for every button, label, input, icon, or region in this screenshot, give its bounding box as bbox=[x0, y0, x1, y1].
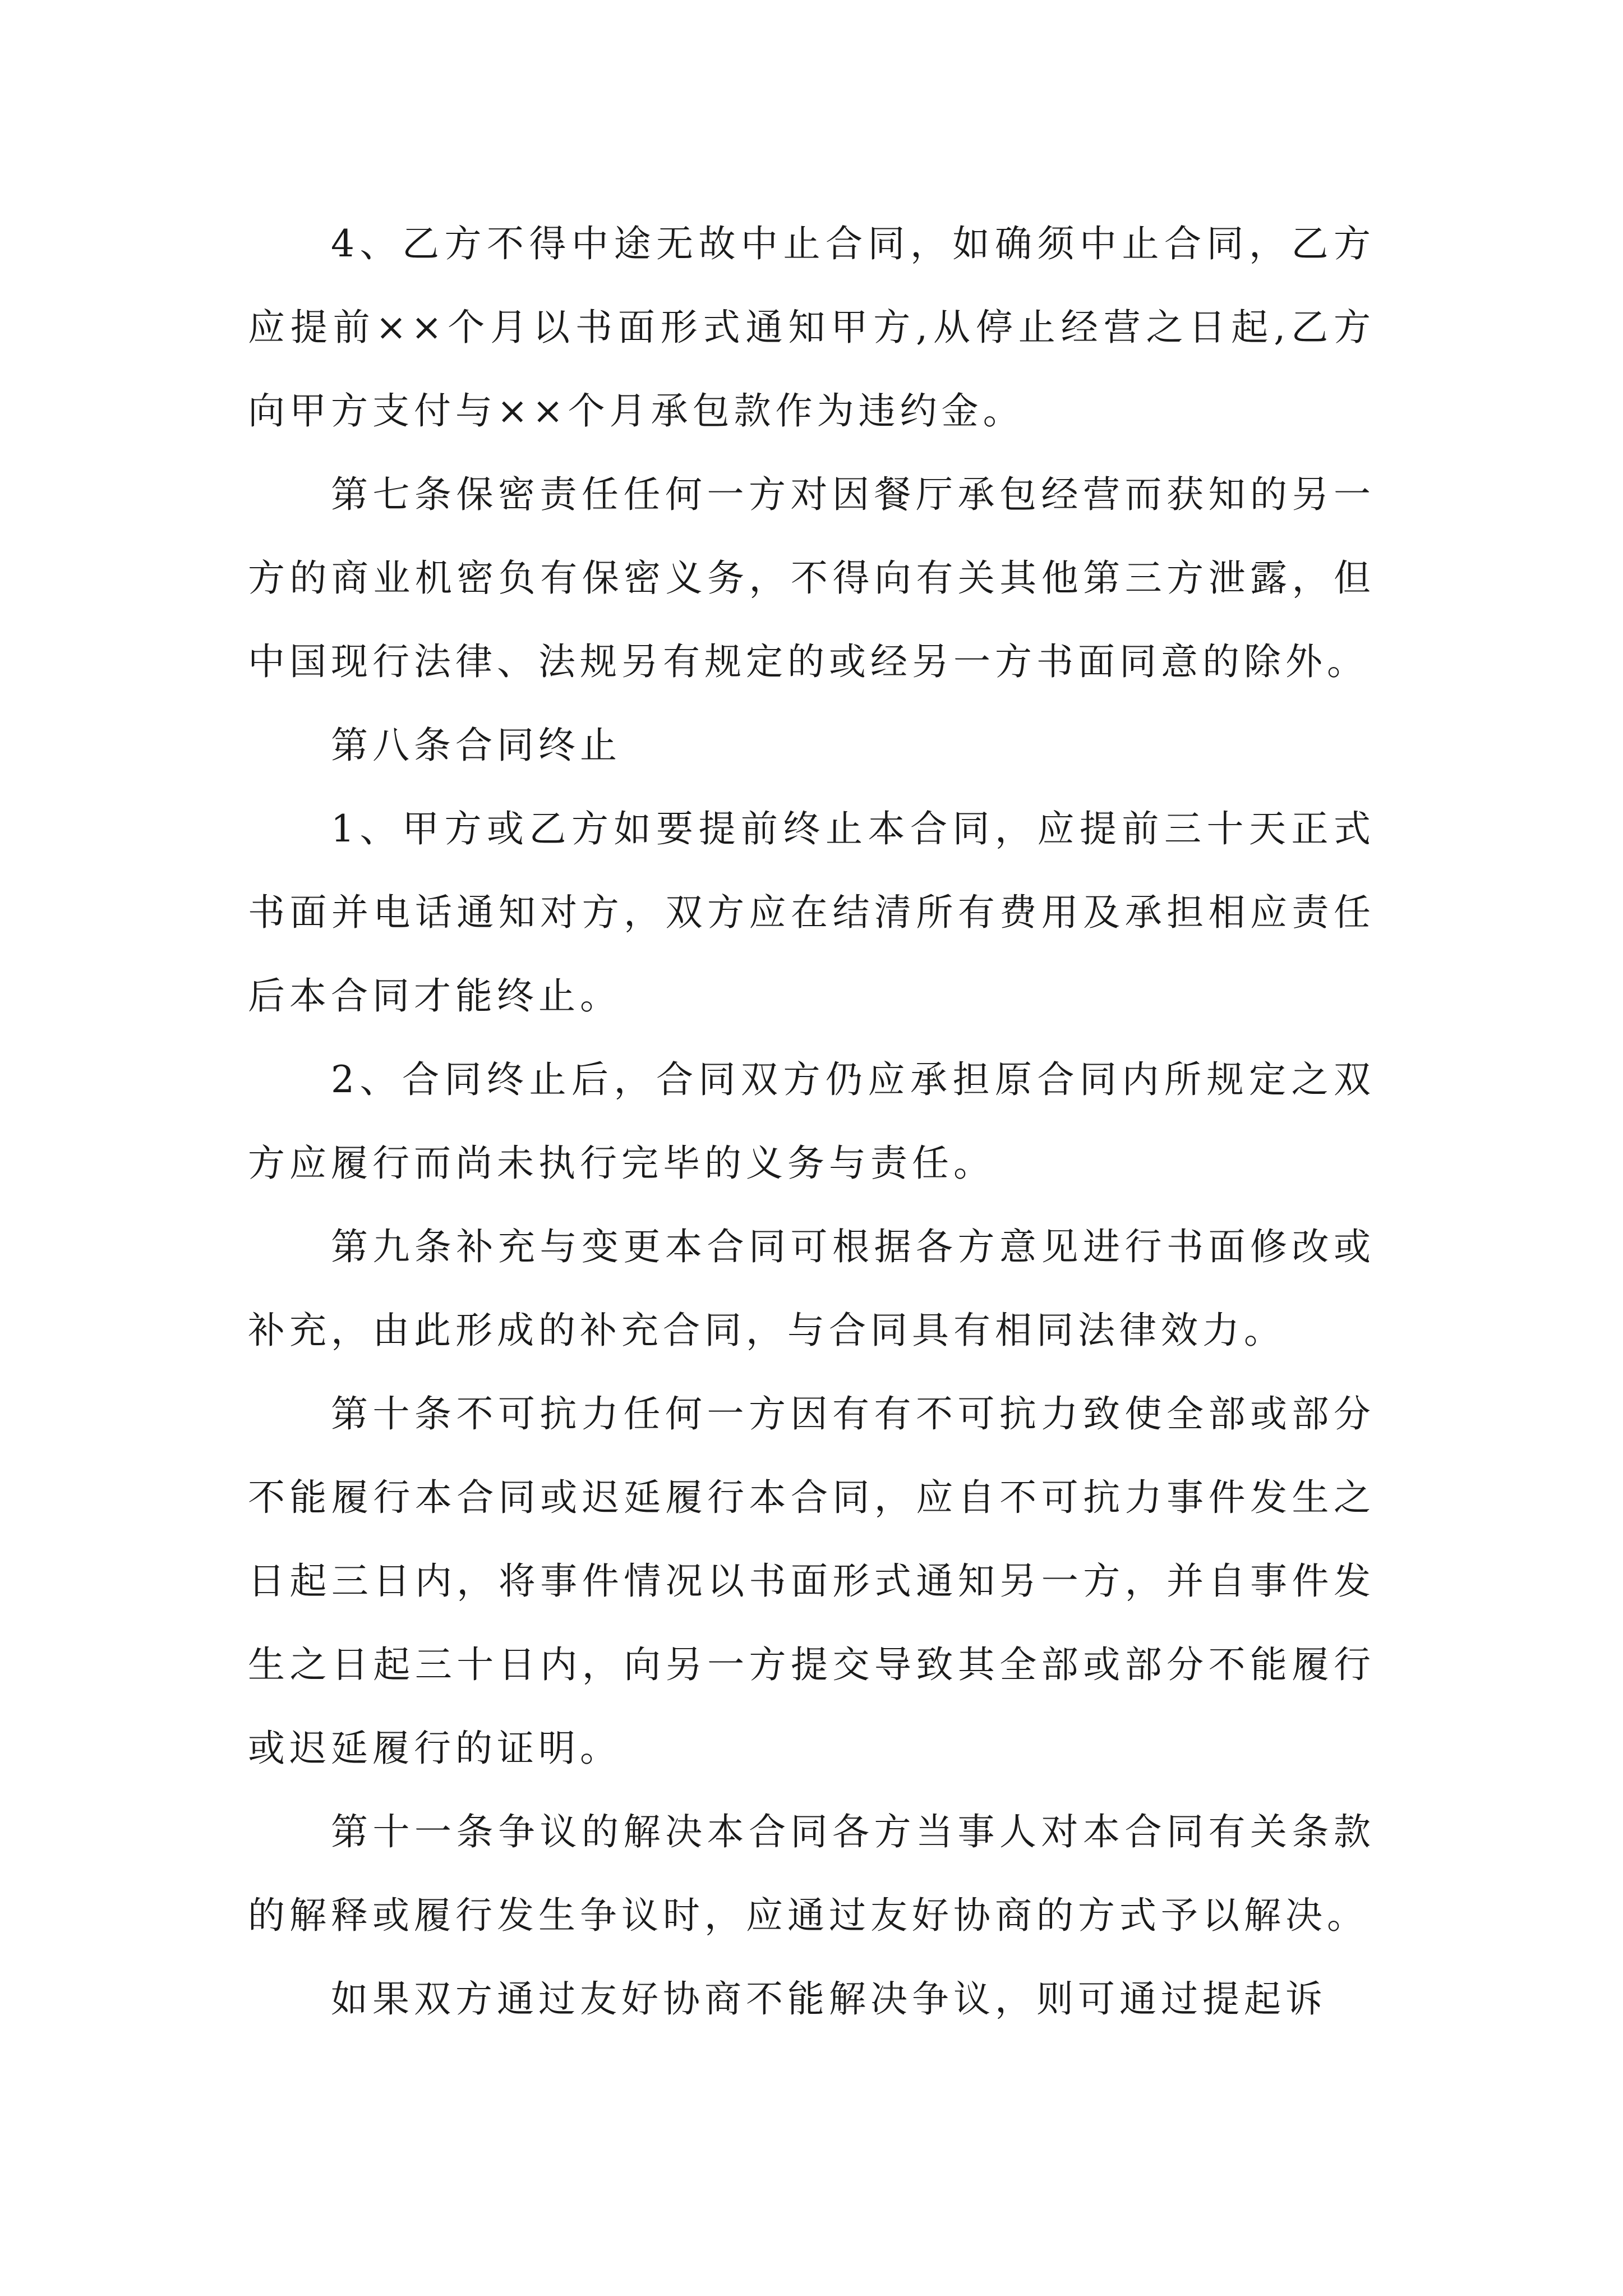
paragraph-article-7-confidentiality: 第七条保密责任任何一方对因餐厅承包经营而获知的另一方的商业机密负有保密义务，不得向有关其他第三方泄露，但中国现行法律、法规另有规定的或经另一方书面同意的除外。 bbox=[248, 473, 1375, 683]
document-body bbox=[248, 202, 1375, 2041]
paragraph-article-9-amendment: 第九条补充与变更本合同可根据各方意见进行书面修改或补充，由此形成的补充合同，与合同具有相同法律效力。 bbox=[248, 1225, 1375, 1352]
paragraph-article-11-dispute: 第十一条争议的解决本合同各方当事人对本合同有关条款的解释或履行发生争议时，应通过友好协商的方式予以解决。 bbox=[248, 1810, 1375, 1937]
paragraph-article-8-heading: 第八条合同终止 bbox=[331, 724, 621, 767]
paragraph-dispute-continued: 如果双方通过友好协商不能解决争议，则可通过提起诉 bbox=[331, 1977, 1327, 2021]
paragraph-article-10-force-majeure: 第十条不可抗力任何一方因有有不可抗力致使全部或部分不能履行本合同或迟延履行本合同，应自不可抗力事件发生之日起三日内，将事件情况以书面形式通知另一方，并自事件发生之日起三十日内，向另一方提交导致其全部或部分不能履行或迟延履行的证明。 bbox=[248, 1392, 1375, 1770]
paragraph-article-8-item-1: 1、甲方或乙方如要提前终止本合同，应提前三十天正式书面并电话通知对方，双方应在结清所有费用及承担相应责任后本合同才能终止。 bbox=[248, 807, 1375, 1018]
paragraph-article-8-item-2: 2、合同终止后，合同双方仍应承担原合同内所规定之双方应履行而尚未执行完毕的义务与责任。 bbox=[248, 1058, 1375, 1185]
paragraph-termination-clause-4: 4、乙方不得中途无故中止合同，如确须中止合同，乙方应提前××个月以书面形式通知甲方,从停止经营之日起,乙方向甲方支付与××个月承包款作为违约金。 bbox=[248, 222, 1375, 432]
